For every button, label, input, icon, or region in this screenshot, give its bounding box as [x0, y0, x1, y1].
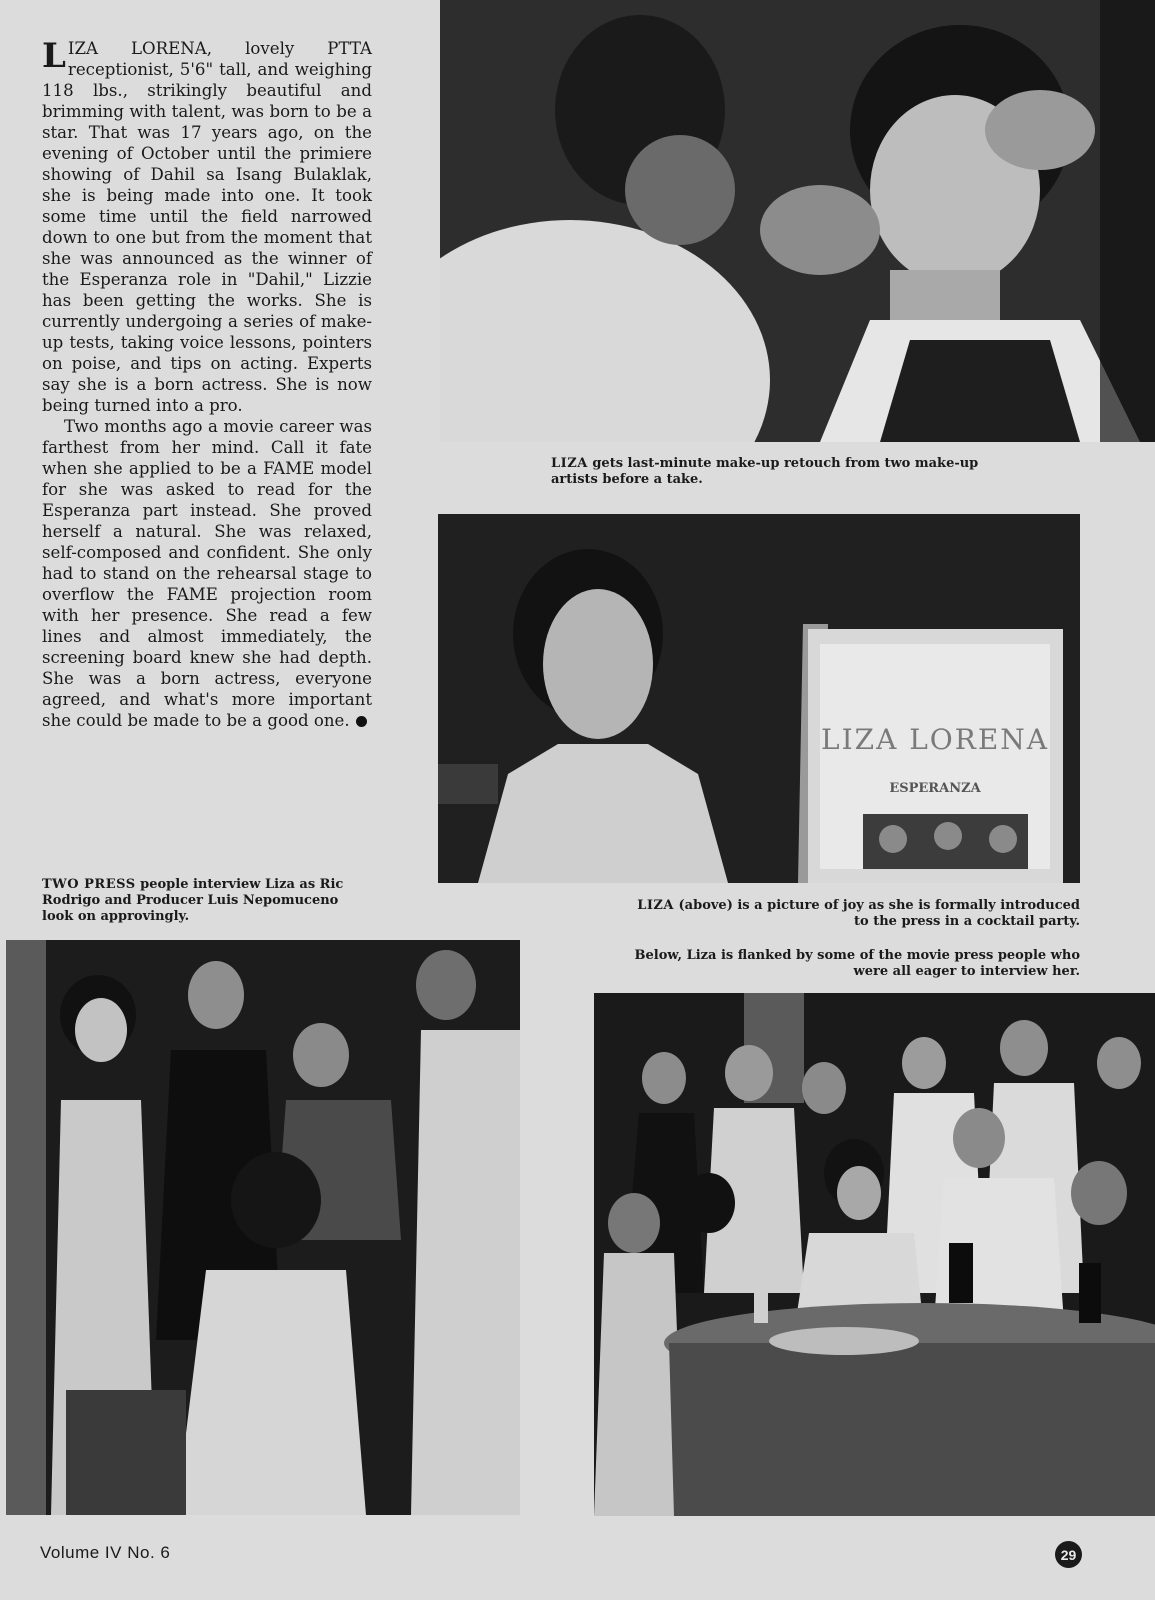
article-paragraph-2 — [42, 416, 372, 731]
caption-joy-text: (above) is a picture of joy as she is formally introduced to the press in a cocktail party. — [678, 898, 1080, 929]
end-mark-icon — [356, 716, 367, 727]
photo-press-party-art — [438, 514, 1080, 883]
caption-makeup-text: gets last-minute make-up retouch from two make-up artists before a take. — [551, 456, 979, 487]
photo-group-table — [594, 993, 1155, 1516]
caption-two-press-lead: TWO PRESS — [42, 877, 136, 892]
caption-makeup-lead: LIZA — [551, 456, 588, 471]
article-body — [42, 38, 372, 731]
page-number-badge: 29 — [1055, 1541, 1082, 1568]
poster-name: LIZA LORENA — [820, 723, 1050, 756]
photo-group-table-art — [594, 993, 1155, 1516]
article-paragraph-1-text: IZA LORENA, lovely PTTA receptionist, 5'6" tall, and weighing 118 lbs., strikingly beautiful and brimming with talent, was born to be a star. That was 17 years ago, on the evening of October until the primiere showing of Dahil sa Isang Bulaklak, she is being made into one. It took some time until the field narrowed down to one but from the moment that she was announced as the winner of the Esperanza role in "Dahil," Lizzie has been getting the works. She is currently undergoing a series of make-up tests, taking voice lessons, pointers on poise, and tips on acting. Experts say she is a born actress. She is now being turned into a pro. — [42, 39, 372, 415]
caption-below: Below, Liza is flanked by some of the movie press people who were all eager to interview her. — [634, 948, 1080, 979]
caption-two-press-text: people interview Liza as Ric Rodrigo and Producer Luis Nepomuceno look on approvingly. — [42, 877, 344, 924]
photo-makeup-retouch-art — [440, 0, 1155, 442]
article-paragraph-2-text: Two months ago a movie career was farthest from her mind. Call it fate when she applied to be a FAME model for she was asked to read for the Esperanza part instead. She proved herself a natural. She was relaxed, self-composed and confident. She only had to stand on the rehearsal stage to overflow the FAME projection room with her presence. She read a few lines and almost immediately, the screening board knew she had depth. She was a born actress, everyone agreed, and what's more important she could be made to be a good one. — [42, 417, 372, 730]
article-paragraph-1 — [42, 38, 372, 416]
poster-role: ESPERANZA — [889, 781, 981, 796]
footer-volume: Volume IV No. 6 — [40, 1543, 171, 1562]
photo-interview-art — [6, 940, 520, 1515]
photo-press-party — [438, 514, 1080, 883]
photo-interview — [6, 940, 520, 1515]
caption-joy-lead: LIZA — [637, 898, 674, 913]
caption-two-press — [42, 877, 352, 925]
photo-makeup-retouch — [440, 0, 1155, 442]
caption-joy — [630, 898, 1080, 930]
drop-cap: L — [42, 36, 66, 76]
caption-makeup — [551, 456, 981, 488]
